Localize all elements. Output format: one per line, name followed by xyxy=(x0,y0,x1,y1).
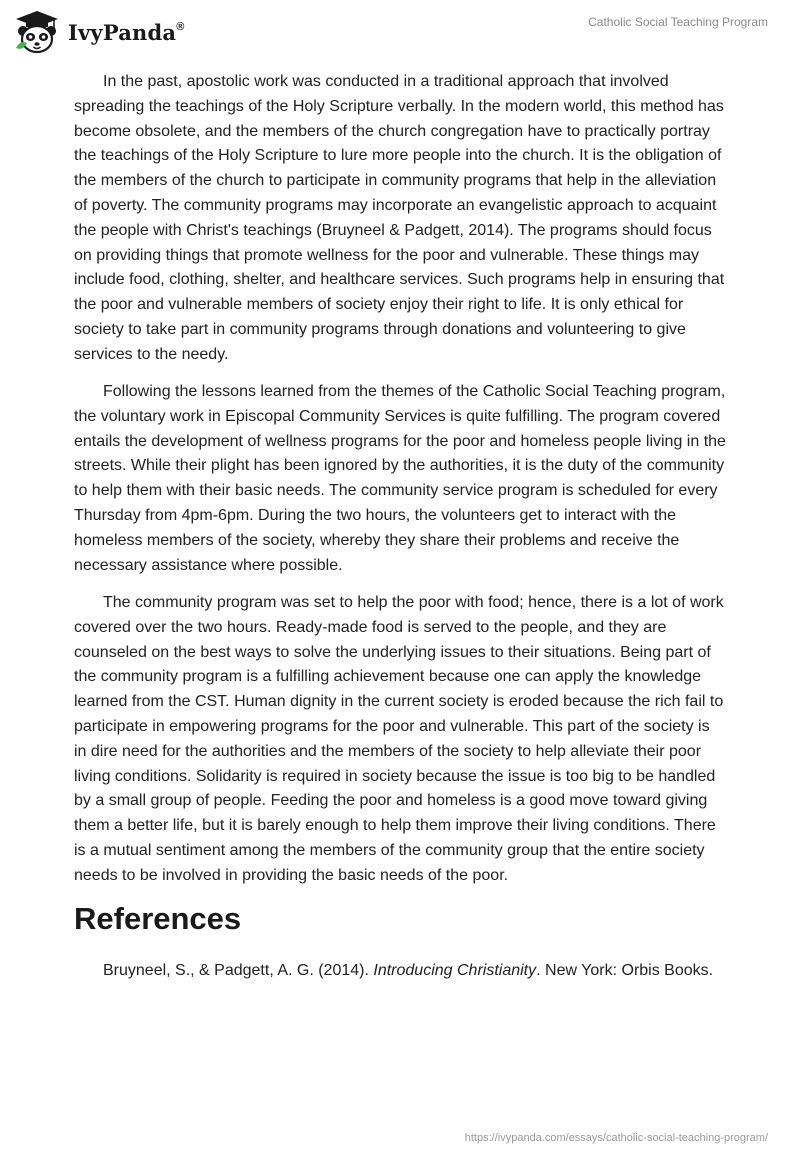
paragraph: The community program was set to help the poor with food; hence, there is a lot of work covered over the two hours. Ready-made food is served to the people, and they are counseled on the best ways to solve the underlying issues to their situations. Being part of the community program is a fulfilling achievement because one can apply the knowledge learned from the CST. Human dignity in the current society is eroded because the rich fail to participate in empowering programs for the poor and vulnerable. This part of the society is in dire need for the authorities and the members of the society to help alleviate their poor living conditions. Solidarity is required in society because the issue is too big to be handled by a small group of people. Feeding the poor and homeless is a good move toward giving them a better life, but it is barely enough to help them improve their living conditions. There is a mutual sentiment among the members of the community group that the entire society needs to be involved in providing the basic needs of the poor. xyxy=(74,593,724,884)
reference-entry xyxy=(74,959,726,984)
reference-book-title: Introducing Christianity xyxy=(373,962,537,979)
document-title: Catholic Social Teaching Program xyxy=(588,15,768,29)
essay-body xyxy=(74,70,726,996)
page-header xyxy=(0,0,800,66)
references-heading: References xyxy=(74,901,242,936)
paragraph: In the past, apostolic work was conducted in a traditional approach that involved spreading the teachings of the Holy Scripture verbally. In the modern world, this method has become obsolete, and the members of the church congregation have to practically portray the teachings of the Holy Scripture to lure more people into the church. It is the obligation of the members of the church to participate in community programs that help in the alleviation of poverty. The community programs may incorporate an evangelistic approach to acquaint the people with Christ's teachings (Bruyneel & Padgett, 2014). The programs should focus on providing things that promote wellness for the poor and vulnerable. These things may include food, clothing, shelter, and healthcare services. Such programs help in ensuring that the poor and vulnerable members of society enjoy their right to life. It is only ethical for society to take part in community programs through donations and volunteering to give services to the needy. xyxy=(74,73,725,363)
brand-logo[interactable] xyxy=(14,10,185,54)
reference-authors: Bruyneel, S., & Padgett, A. G. (2014). xyxy=(103,962,374,979)
brand-name: IvyPanda® xyxy=(68,19,185,45)
footer-url[interactable]: https://ivypanda.com/essays/catholic-social-teaching-program/ xyxy=(464,1132,768,1144)
paragraph: Following the lessons learned from the themes of the Catholic Social Teaching program, the voluntary work in Episcopal Community Services is quite fulfilling. The program covered entails the development of wellness programs for the poor and homeless people living in the streets. While their plight has been ignored by the authorities, it is the duty of the community to help them with their basic needs. The community service program is scheduled for every Thursday from 4pm-6pm. During the two hours, the volunteers get to interact with the homeless members of the society, whereby they share their problems and receive the necessary assistance where possible. xyxy=(74,383,726,574)
panda-graduate-icon xyxy=(14,10,60,54)
reference-publisher: . New York: Orbis Books. xyxy=(536,962,714,979)
